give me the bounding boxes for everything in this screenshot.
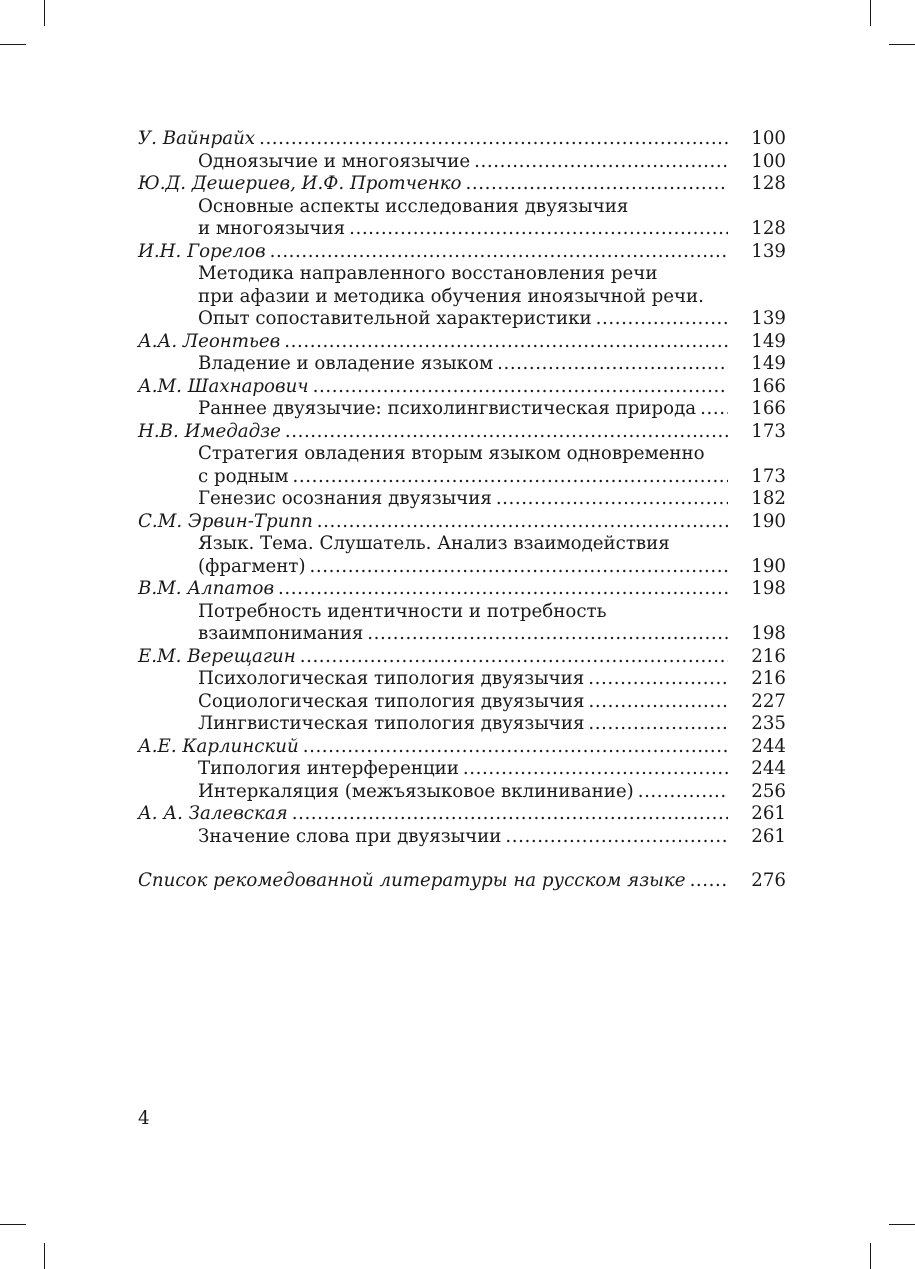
author-name: У. Вайнрайх xyxy=(138,128,256,149)
toc-title-entry xyxy=(138,623,786,646)
page-ref: 173 xyxy=(751,465,786,487)
page-ref: 190 xyxy=(751,510,786,532)
toc-title-entry xyxy=(138,556,786,579)
page-ref: 227 xyxy=(751,690,786,712)
page-ref: 235 xyxy=(751,713,786,734)
dot-leader xyxy=(292,803,728,826)
dot-leader xyxy=(700,398,728,421)
toc-title-entry xyxy=(138,668,786,691)
toc-title-line: Язык. Тема. Слушатель. Анализ взаимодействия xyxy=(198,533,670,554)
page-ref: 166 xyxy=(751,398,786,419)
page-ref: 198 xyxy=(751,578,786,599)
page-ref: 128 xyxy=(751,173,786,194)
article-title: Опыт сопоставительной характеристики xyxy=(198,308,592,329)
dot-leader xyxy=(300,646,728,669)
page-ref: 173 xyxy=(751,420,786,442)
toc-title-line: Основные аспекты исследования двуязычия xyxy=(198,195,629,217)
dot-leader xyxy=(303,736,728,759)
dot-leader xyxy=(270,241,728,264)
page-ref: 139 xyxy=(751,308,786,329)
article-title: Лингвистическая типология двуязычия xyxy=(198,713,585,734)
dot-leader xyxy=(310,556,728,579)
dot-leader xyxy=(474,151,728,174)
author-name: Е.М. Верещагин xyxy=(138,645,296,667)
toc-title-entry xyxy=(138,151,786,174)
dot-leader xyxy=(293,466,728,489)
toc-title-entry xyxy=(138,758,786,781)
page-ref: 139 xyxy=(751,240,786,262)
dot-leader xyxy=(497,353,728,376)
crop-mark xyxy=(0,1224,26,1225)
article-title: Генезис осознания двуязычия xyxy=(198,488,492,509)
dot-leader xyxy=(285,421,728,444)
article-title: и многоязычия xyxy=(198,218,346,239)
article-title: Типология интерференции xyxy=(198,758,459,779)
dot-leader xyxy=(463,758,728,781)
toc-title-entry xyxy=(138,353,786,376)
article-title: Раннее двуязычие: психолингвистическая природа xyxy=(198,398,697,419)
dot-leader xyxy=(317,511,728,534)
crop-mark xyxy=(870,1243,871,1269)
toc-title-entry xyxy=(138,398,786,421)
author-name: А.Е. Карлинский xyxy=(138,735,299,757)
dot-leader xyxy=(259,128,728,151)
page-ref: 149 xyxy=(751,353,786,374)
toc-author-entry xyxy=(138,376,786,399)
author-name: Н.В. Имедадзе xyxy=(138,420,281,442)
toc-author-entry xyxy=(138,578,786,601)
page-ref: 216 xyxy=(751,645,786,667)
page-ref: 261 xyxy=(751,825,786,847)
author-name: А.А. Леонтьев xyxy=(138,330,281,352)
author-name: В.М. Алпатов xyxy=(138,578,275,599)
toc-title-entry xyxy=(138,466,786,489)
article-title: Одноязычие и многоязычие xyxy=(198,150,471,172)
toc-title-entry xyxy=(138,218,786,241)
article-title: Владение и овладение языком xyxy=(198,353,494,374)
article-title: с родным xyxy=(198,465,289,487)
page-ref: 128 xyxy=(751,218,786,239)
crop-mark xyxy=(889,1224,915,1225)
table-of-contents xyxy=(138,128,786,893)
toc-author-entry xyxy=(138,331,786,354)
toc-title-entry xyxy=(138,713,786,736)
dot-leader xyxy=(313,376,728,399)
page-ref: 244 xyxy=(751,735,786,757)
dot-leader xyxy=(690,870,728,893)
dot-leader xyxy=(284,331,728,354)
toc-title-entry xyxy=(138,488,786,511)
article-title: Психологическая типология двуязычия xyxy=(198,668,585,689)
toc-title-entry xyxy=(138,781,786,804)
crop-mark xyxy=(44,1243,45,1269)
toc-author-entry xyxy=(138,736,786,759)
page-ref: 256 xyxy=(751,780,786,802)
dot-leader xyxy=(638,781,728,804)
toc-title-line: Стратегия овладения вторым языком одновременно xyxy=(198,443,705,464)
crop-mark xyxy=(889,44,915,45)
spacer xyxy=(138,848,786,870)
author-name: Список рекомедованной литературы на русском языке xyxy=(138,870,686,891)
page-ref: 198 xyxy=(751,623,786,644)
dot-leader xyxy=(588,668,728,691)
toc-author-entry xyxy=(138,241,786,264)
toc-author-entry xyxy=(138,173,786,196)
dot-leader xyxy=(278,578,728,601)
article-title: взаимпонимания xyxy=(198,623,364,644)
page-ref: 261 xyxy=(751,803,786,824)
page-ref: 100 xyxy=(751,150,786,172)
dot-leader xyxy=(349,218,728,241)
toc-author-entry xyxy=(138,128,786,151)
author-name: А. А. Залевская xyxy=(138,803,288,824)
author-name: С.М. Эрвин-Трипп xyxy=(138,510,313,532)
page-ref: 182 xyxy=(751,488,786,509)
page-ref: 100 xyxy=(751,128,786,149)
article-title: Значение слова при двуязычии xyxy=(198,825,502,847)
dot-leader xyxy=(367,623,728,646)
author-name: И.Н. Горелов xyxy=(138,240,266,262)
dot-leader xyxy=(496,488,728,511)
toc-title-line: Потребность идентичности и потребность xyxy=(198,600,607,622)
toc-title-entry xyxy=(138,826,786,849)
toc-title-entry xyxy=(138,308,786,331)
toc-author-entry xyxy=(138,870,786,893)
toc-title-entry xyxy=(138,691,786,714)
page-ref: 276 xyxy=(751,870,786,891)
crop-mark xyxy=(44,0,45,26)
dot-leader xyxy=(466,173,728,196)
toc-author-entry xyxy=(138,803,786,826)
toc-title-line: Методика направленного восстановления речи xyxy=(198,263,658,284)
toc-author-entry xyxy=(138,646,786,669)
crop-mark xyxy=(870,0,871,26)
page-number: 4 xyxy=(138,1108,150,1129)
toc-title-line: при афазии и методика обучения иноязычной речи. xyxy=(198,285,704,307)
page-ref: 166 xyxy=(751,375,786,397)
toc-author-entry xyxy=(138,511,786,534)
dot-leader xyxy=(596,308,728,331)
toc-author-entry xyxy=(138,421,786,444)
page-ref: 149 xyxy=(751,330,786,352)
author-name: Ю.Д. Дешериев, И.Ф. Протченко xyxy=(138,173,462,194)
article-title: (фрагмент) xyxy=(198,555,306,577)
dot-leader xyxy=(588,713,728,736)
page-ref: 216 xyxy=(751,668,786,689)
dot-leader xyxy=(505,826,728,849)
crop-mark xyxy=(0,44,26,45)
article-title: Социологическая типология двуязычия xyxy=(198,690,585,712)
dot-leader xyxy=(589,691,728,714)
page-ref: 244 xyxy=(751,758,786,779)
page-ref: 190 xyxy=(751,555,786,577)
author-name: А.М. Шахнарович xyxy=(138,375,309,397)
article-title: Интеркаляция (межъязыковое вклинивание) xyxy=(198,780,634,802)
